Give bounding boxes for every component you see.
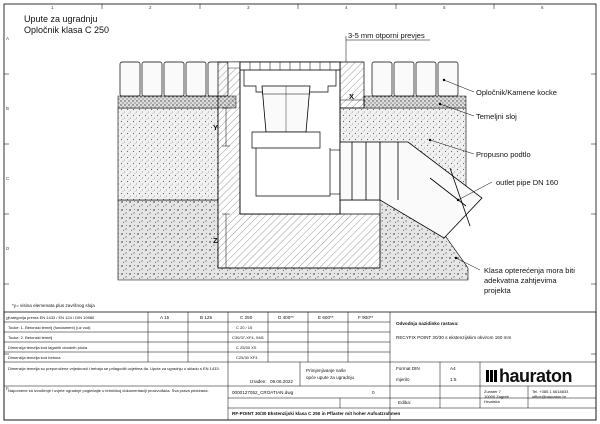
format-value: A4 [450,366,456,371]
class-b125: B 125 [200,315,213,320]
grid-col-2: 2 [149,5,152,10]
title-line-2: Opločnik klasa C 250 [24,25,110,35]
load-note-line-3: projekta [484,286,511,295]
scale-label: mjerilo [396,377,410,382]
grid-col-6: 6 [541,5,544,10]
hauraton-logo-mark [486,370,497,382]
grid-row-c: C [6,176,10,181]
table-row-1-label: Kategorija prema EN 1433 / EN 124 / DIN 19580 [8,315,95,320]
table-row-3-value: C30/37-XF4, XM1 [232,335,265,340]
grid-row-e: E [6,316,10,321]
brand-address-3: Hrvatska [484,399,500,404]
title-line-1: Upute za ugradnju [24,14,98,24]
fine-print-1: Dimenzije temelja su preporučene vrijednosti i trebaju se prilagoditi uvjetima tla. Upute za ugradnju u skladu s EN 1433. [8,366,220,371]
created-date: 09.06.2022 [270,379,293,384]
dimension-z-label: Z [213,236,218,245]
base-layer-label: Temeljni sloj [476,112,517,121]
load-note-line-1: Klasa opterećenja mora biti [484,266,575,275]
grid-col-3: 3 [247,5,250,10]
note-label-line-1: Primjenjivanje naše [306,368,346,373]
load-note-line-2: adekvatna zahtjevima [484,276,557,285]
format-label: Format DIN [396,366,420,371]
table-row-5-label: Dimenzija temelja kod betona [8,355,61,360]
fine-print-2: Napomene za izvođenje i uvjete ugradnje pogledajte u tehničkoj dokumentaciji proizvođača. Sva prava pridržana. [8,388,209,393]
class-a15: A 15 [160,315,170,320]
subbase-label: Propusno podtlo [476,150,531,159]
grid-col-1: 1 [51,5,54,10]
note-label-line-2: opće upute za ugradnju [306,375,355,380]
class-e600: E 600** [318,315,334,320]
scale-value: 1:5 [450,377,457,382]
edition-label: Ediba: [398,400,412,405]
grid-row-f: F [6,386,9,391]
class-f900: F 900** [358,315,374,320]
offset-note: 3-5 mm otporni prevjes [348,31,425,40]
dimension-x-label: X [349,92,355,101]
class-c250: C 250 [240,315,253,320]
drawing-caption: RF-POINT 30/30 Ekstenzijski klasa C 250 in Pflaster mit hoher Aufsatzrahmen [232,411,401,416]
class-d400: D 400** [278,315,294,320]
grid-col-5: 5 [443,5,446,10]
table-row-3-label: Tocke: 2. Betonski temelj [8,335,53,340]
table-row-2-value: C 20 / 15 [236,325,253,330]
footnote: *y= visina elemenata plus završnog sloja [12,303,95,308]
table-row-4-value: C 25/30 XS [236,345,257,350]
table-row-4-label: Dimenzija temelja kod laganih obodnih ploča [8,345,88,350]
brand-phone: Tel. +385 1 6618833 [532,389,569,394]
grid-row-d: D [6,246,10,251]
brand-address-1: Zunster 7 [484,389,501,394]
created-label: Izrađen: [250,379,267,384]
pavers-label: Opločnik/Kamene kocke [476,88,557,97]
dimension-y-label: Y [213,123,219,132]
brand-email: office@hauraton.hr [532,394,567,399]
grid-row-b: B [6,106,10,111]
brand-address-2: 10000 Zagreb [484,394,509,399]
brand-logo: hauraton [499,366,573,386]
grid-col-4: 4 [345,5,348,10]
product-description: RECYFIX POINT 30/30 s ekstenzijskim okvirom 160 mm [396,335,512,340]
table-row-5-value: C25/30 XF3 [236,355,258,360]
order-title: Odvodnja nazidinko rastava: [396,321,459,326]
grid-row-a: A [6,36,10,41]
outlet-pipe-label: outlet pipe DN 160 [496,178,559,187]
table-row-2-label: Tocke: 1. Betonski temelj (fundament) (uz vod) [8,325,91,330]
drawing-number: 0000127052_CROATIAN.dwg [232,390,294,395]
sheet-number: 0 [372,390,375,395]
